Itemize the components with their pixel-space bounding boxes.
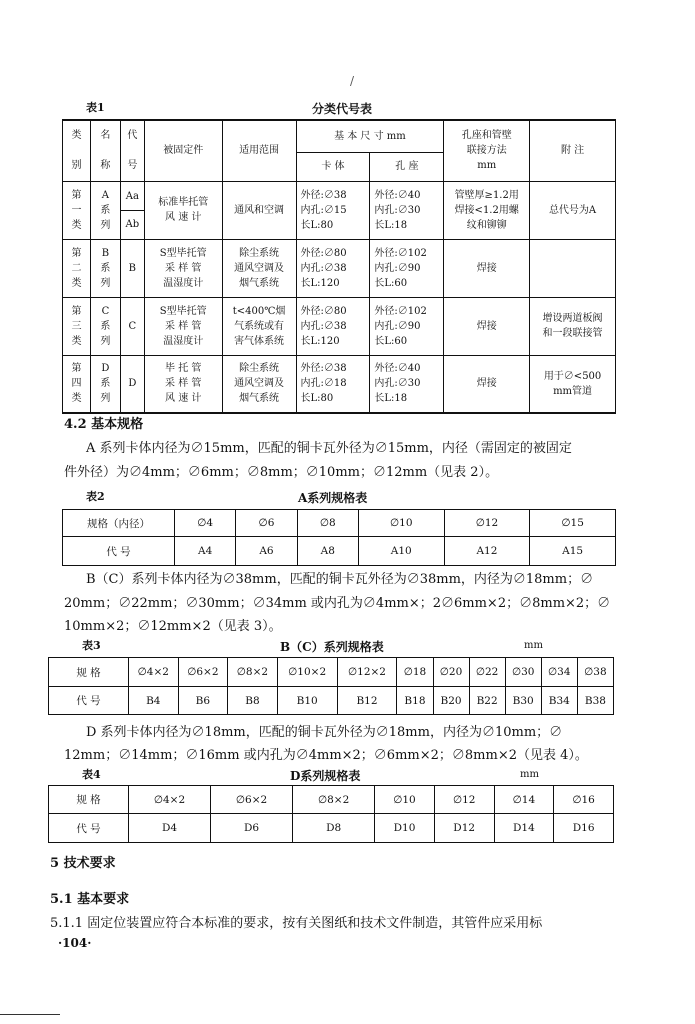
spec-cell: ∅4×2 [129, 786, 211, 814]
code-cell: D14 [494, 814, 554, 843]
header-type: 类 别 [63, 120, 91, 181]
row-scope: 除尘系统 通风空调及 烟气系统 [222, 355, 296, 413]
section-4-2-heading: 4.2 基本规格 [64, 417, 144, 432]
d-series-spec-table [48, 785, 614, 843]
d-para-line1: D 系列卡体内径为∅18mm，匹配的铜卡瓦外径为∅18mm，内径为∅10mm；∅ [86, 725, 563, 740]
spec-cell: ∅34 [541, 658, 577, 687]
section-4-2-line1: A 系列卡体内径为∅15mm，匹配的铜卡瓦外径为∅15mm，内径（需固定的被固定 [86, 441, 572, 456]
code-cell: B4 [129, 687, 179, 715]
code-cell: B34 [541, 687, 577, 715]
code-cell: B20 [433, 687, 469, 715]
table-row [63, 181, 616, 239]
code-cell: A12 [444, 537, 530, 566]
spec-cell: ∅10 [358, 510, 444, 537]
row-name: A 系 列 [90, 181, 120, 239]
spec-cell: ∅16 [554, 786, 614, 814]
bc-para-line3: 10mm×2；∅12mm×2（见表 3）。 [64, 619, 282, 634]
bc-para-line2: 20mm；∅22mm；∅30mm；∅34mm 或内孔为∅4mm×；2∅6mm×2；∅8mm×2；∅ [64, 596, 611, 611]
row-hole: 外径:∅102 内孔:∅90 长L:60 [370, 297, 444, 355]
row-note: 增设两道板阀 和一段联接管 [530, 297, 616, 355]
section-5-1-1-line: 5.1.1 固定位装置应符合本标准的要求，按有关图纸和技术文件制造，其管件应采用标 [50, 916, 543, 931]
section-5-heading: 5 技术要求 [50, 856, 116, 871]
spec-cell: ∅14 [494, 786, 554, 814]
table-row [63, 355, 616, 413]
row-code: C [120, 297, 144, 355]
spec-cell: ∅12 [434, 786, 494, 814]
table4-unit: mm [520, 769, 539, 780]
table2-title: A系列规格表 [298, 491, 368, 505]
code-cell: B22 [469, 687, 505, 715]
page-edge-line [0, 1014, 60, 1015]
spec-cell: ∅6×2 [211, 786, 293, 814]
row-type: 第 三 类 [63, 297, 91, 355]
header-code: 代 号 [120, 120, 144, 181]
code-cell: B10 [277, 687, 337, 715]
code-cell: A4 [175, 537, 236, 566]
row-type: 第 二 类 [63, 239, 91, 297]
row-code: B [120, 239, 144, 297]
page-number: ·104· [58, 936, 92, 950]
spec-cell: ∅18 [397, 658, 433, 687]
row-head-spec: 规格（内径） [63, 510, 175, 537]
row-head-code: 代 号 [49, 687, 129, 715]
d-para-line2: 12mm；∅14mm；∅16mm 或内孔为∅4mm×2；∅6mm×2；∅8mm×2（见表 4）。 [64, 748, 588, 763]
row-type: 第 一 类 [63, 181, 91, 239]
code-cell: B38 [577, 687, 613, 715]
row-code: D [120, 355, 144, 413]
table1-title: 分类代号表 [312, 102, 373, 116]
spec-cell: ∅10×2 [277, 658, 337, 687]
header-fixed-part: 被固定件 [144, 120, 222, 181]
code-cell: A15 [530, 537, 616, 566]
code-cell: D10 [375, 814, 435, 843]
spec-cell: ∅15 [530, 510, 616, 537]
classification-table [62, 119, 616, 414]
spec-cell: ∅4 [175, 510, 236, 537]
row-head-spec: 规 格 [49, 658, 129, 687]
row-name: C 系 列 [90, 297, 120, 355]
code-cell: B18 [397, 687, 433, 715]
spec-cell: ∅12×2 [337, 658, 397, 687]
row-head-spec: 规 格 [49, 786, 129, 814]
spec-cell: ∅8 [297, 510, 358, 537]
row-hole: 外径:∅40 内孔:∅30 长L:18 [370, 181, 444, 239]
spec-cell: ∅6×2 [178, 658, 228, 687]
row-note: 用于∅<500 mm管道 [530, 355, 616, 413]
row-head-code: 代 号 [49, 814, 129, 843]
table4-title: D系列规格表 [290, 769, 361, 783]
spec-cell: ∅6 [236, 510, 297, 537]
row-fixed: S型毕托管 采 样 管 温湿度计 [144, 297, 222, 355]
code-cell: B30 [505, 687, 541, 715]
row-card: 外径:∅38 内孔:∅15 长L:80 [296, 181, 370, 239]
spec-cell: ∅8×2 [293, 786, 375, 814]
spec-cell: ∅20 [433, 658, 469, 687]
table3-label: 表3 [82, 639, 101, 652]
row-scope: t<400℃烟 气系统或有 害气体系统 [222, 297, 296, 355]
row-note: 总代号为A [530, 181, 616, 239]
row-name: D 系 列 [90, 355, 120, 413]
row-fixed: S型毕托管 采 样 管 温湿度计 [144, 239, 222, 297]
spec-cell: ∅12 [444, 510, 530, 537]
row-fixed: 毕 托 管 采 样 管 风 速 计 [144, 355, 222, 413]
code-cell: A8 [297, 537, 358, 566]
table1-label: 表1 [86, 101, 105, 114]
spec-cell: ∅8×2 [228, 658, 278, 687]
row-connect: 焊接 [444, 297, 530, 355]
row-code: Aa Ab [120, 181, 144, 239]
header-connect: 孔座和管壁 联接方法 mm [444, 120, 530, 181]
row-connect: 管壁厚≥1.2用 焊接<1.2用螺 纹和铆铆 [444, 181, 530, 239]
row-fixed: 标准毕托管 风 速 计 [144, 181, 222, 239]
row-note [530, 239, 616, 297]
code-cell: A6 [236, 537, 297, 566]
code-cell: D6 [211, 814, 293, 843]
table3-unit: mm [524, 640, 543, 651]
bc-para-line1: B（C）系列卡体内径为∅38mm，匹配的铜卡瓦外径为∅38mm，内径为∅18mm；∅ [86, 572, 594, 587]
row-name: B 系 列 [90, 239, 120, 297]
header-card-body: 卡 体 [296, 152, 370, 181]
header-hole-seat: 孔 座 [370, 152, 444, 181]
row-card: 外径:∅38 内孔:∅18 长L:80 [296, 355, 370, 413]
code-cell: B8 [228, 687, 278, 715]
spec-cell: ∅22 [469, 658, 505, 687]
code-cell: A10 [358, 537, 444, 566]
header-name: 名 称 [90, 120, 120, 181]
code-cell: D16 [554, 814, 614, 843]
table3-title: B（C）系列规格表 [280, 640, 384, 654]
row-connect: 焊接 [444, 239, 530, 297]
spec-cell: ∅30 [505, 658, 541, 687]
row-hole: 外径:∅102 内孔:∅90 长L:60 [370, 239, 444, 297]
code-cell: D4 [129, 814, 211, 843]
spec-cell: ∅38 [577, 658, 613, 687]
table2-label: 表2 [86, 490, 105, 503]
row-hole: 外径:∅40 内孔:∅30 长L:18 [370, 355, 444, 413]
row-scope: 通风和空调 [222, 181, 296, 239]
code-cell: B12 [337, 687, 397, 715]
spec-cell: ∅4×2 [129, 658, 179, 687]
row-head-code: 代 号 [63, 537, 175, 566]
a-series-spec-table [62, 509, 616, 566]
header-scope: 适用范围 [222, 120, 296, 181]
table4-label: 表4 [82, 768, 101, 781]
section-4-2-line2: 件外径）为∅4mm；∅6mm；∅8mm；∅10mm；∅12mm（见表 2）。 [64, 465, 499, 480]
row-scope: 除尘系统 通风空调及 烟气系统 [222, 239, 296, 297]
header-basic-size: 基 本 尺 寸 mm [296, 120, 444, 152]
row-card: 外径:∅80 内孔:∅38 长L:120 [296, 297, 370, 355]
code-cell: D12 [434, 814, 494, 843]
row-card: 外径:∅80 内孔:∅38 长L:120 [296, 239, 370, 297]
code-cell: B6 [178, 687, 228, 715]
row-type: 第 四 类 [63, 355, 91, 413]
spec-cell: ∅10 [375, 786, 435, 814]
section-5-1-heading: 5.1 基本要求 [50, 892, 130, 907]
row-connect: 焊接 [444, 355, 530, 413]
table-row [63, 297, 616, 355]
header-note: 附 注 [530, 120, 616, 181]
bc-series-spec-table [48, 657, 614, 715]
pen-mark: / [350, 74, 355, 88]
table-row [63, 239, 616, 297]
code-cell: D8 [293, 814, 375, 843]
